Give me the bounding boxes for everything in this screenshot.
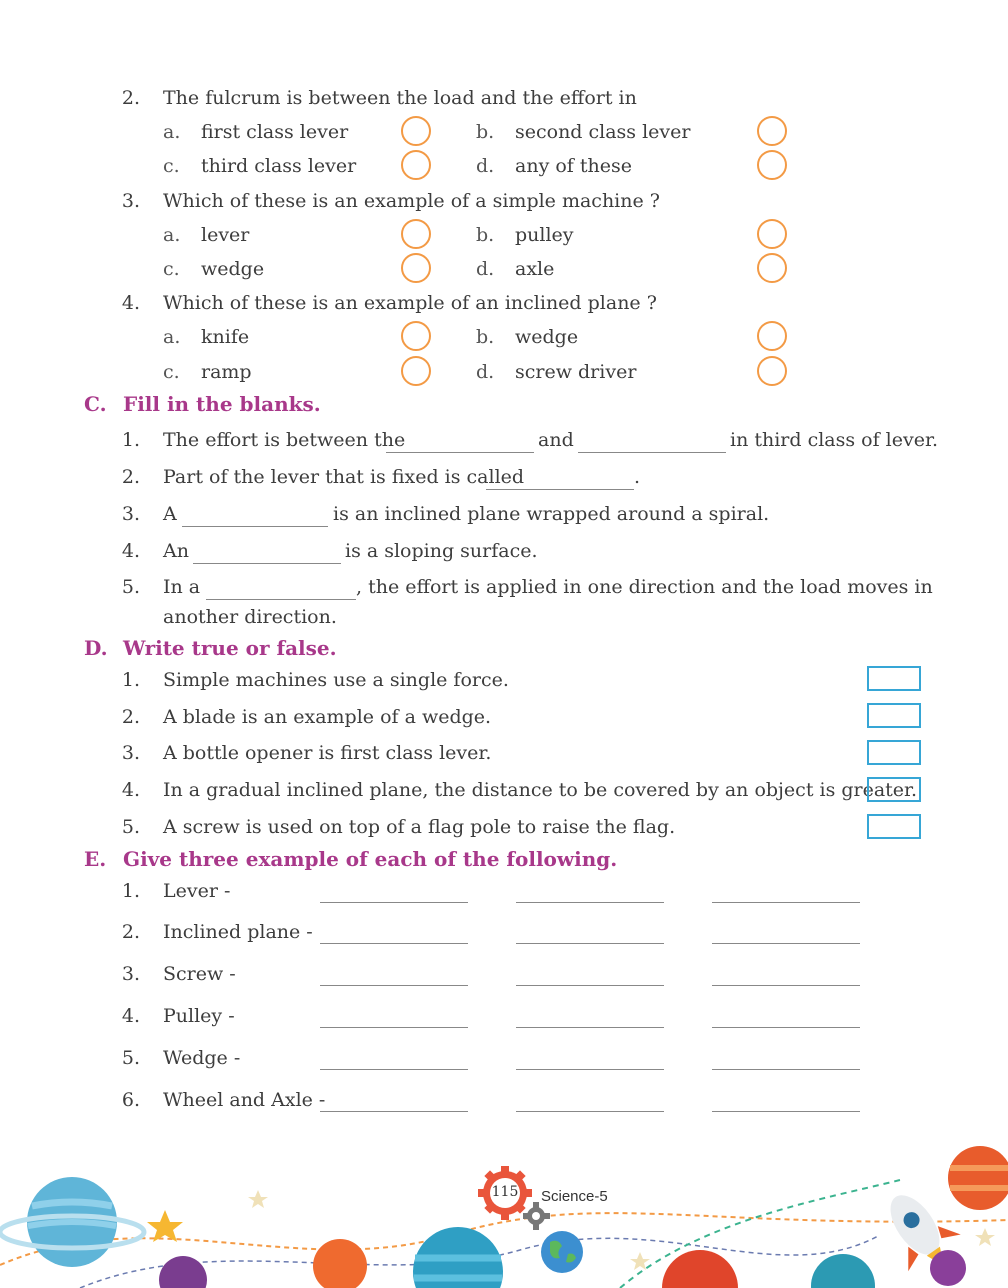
item-number: 3. xyxy=(121,742,140,764)
answer-box[interactable] xyxy=(867,703,921,728)
book-title: Science-5 xyxy=(541,1188,608,1205)
answer-circle[interactable] xyxy=(757,321,787,351)
item-label: Lever - xyxy=(163,880,231,902)
item-number: 2. xyxy=(121,921,140,943)
answer-circle[interactable] xyxy=(757,253,787,283)
option-letter: c. xyxy=(163,361,180,383)
item-number: 3. xyxy=(121,503,140,525)
item-number: 4. xyxy=(121,1005,140,1027)
question-number: 3. xyxy=(121,190,140,212)
option-text: lever xyxy=(201,224,250,246)
answer-circle[interactable] xyxy=(401,321,431,351)
example-blank[interactable] xyxy=(712,1111,860,1112)
item-number: 3. xyxy=(121,963,140,985)
option-letter: a. xyxy=(163,326,181,348)
statement-text: A blade is an example of a wedge. xyxy=(163,706,492,728)
example-blank[interactable] xyxy=(320,985,468,986)
section-letter: C. xyxy=(84,392,107,416)
section-title: Fill in the blanks. xyxy=(123,392,321,416)
blue-planet-icon xyxy=(413,1227,503,1288)
item-label: Wheel and Axle - xyxy=(163,1089,326,1111)
example-blank[interactable] xyxy=(712,1069,860,1070)
question-text: Which of these is an example of an inclined plane ? xyxy=(163,292,657,314)
example-blank[interactable] xyxy=(516,1069,664,1070)
blank-field[interactable] xyxy=(386,452,534,453)
answer-circle[interactable] xyxy=(757,219,787,249)
answer-circle[interactable] xyxy=(401,219,431,249)
orange-planet-icon xyxy=(313,1239,367,1288)
item-label: Wedge - xyxy=(163,1047,241,1069)
sentence-part: , the effort is applied in one direction and the load moves in xyxy=(356,576,933,598)
option-text: knife xyxy=(201,326,250,348)
option-text: axle xyxy=(515,258,555,280)
example-blank[interactable] xyxy=(320,1069,468,1070)
example-blank[interactable] xyxy=(712,1027,860,1028)
item-number: 4. xyxy=(121,779,140,801)
sentence-part: is an inclined plane wrapped around a spiral. xyxy=(333,503,770,525)
question-number: 2. xyxy=(121,87,140,109)
answer-circle[interactable] xyxy=(401,356,431,386)
star-icon xyxy=(975,1228,995,1246)
example-blank[interactable] xyxy=(712,902,860,903)
question-text: Which of these is an example of a simple machine ? xyxy=(163,190,660,212)
question-number: 4. xyxy=(121,292,140,314)
item-number: 5. xyxy=(121,576,140,598)
answer-circle[interactable] xyxy=(757,150,787,180)
sentence-part: A xyxy=(163,503,177,525)
option-letter: d. xyxy=(476,258,495,280)
sentence-part: The effort is between the xyxy=(163,429,406,451)
option-text: wedge xyxy=(515,326,579,348)
section-title: Write true or false. xyxy=(123,636,337,660)
sentence-part: and xyxy=(538,429,574,451)
item-number: 4. xyxy=(121,540,140,562)
teal-planet-icon xyxy=(811,1254,875,1288)
red-planet-icon xyxy=(662,1250,738,1288)
blank-field[interactable] xyxy=(486,489,634,490)
section-title: Give three example of each of the following. xyxy=(123,847,618,871)
item-number: 1. xyxy=(121,669,140,691)
item-label: Pulley - xyxy=(163,1005,235,1027)
answer-circle[interactable] xyxy=(401,150,431,180)
option-text: first class lever xyxy=(201,121,349,143)
option-text: screw driver xyxy=(515,361,637,383)
option-letter: c. xyxy=(163,258,180,280)
option-letter: d. xyxy=(476,155,495,177)
item-number: 6. xyxy=(121,1089,140,1111)
option-text: pulley xyxy=(515,224,574,246)
answer-box[interactable] xyxy=(867,740,921,765)
sentence-part: is a sloping surface. xyxy=(345,540,538,562)
option-letter: d. xyxy=(476,361,495,383)
example-blank[interactable] xyxy=(516,1027,664,1028)
sentence-part: . xyxy=(634,466,641,488)
answer-box[interactable] xyxy=(867,666,921,691)
answer-circle[interactable] xyxy=(401,116,431,146)
example-blank[interactable] xyxy=(516,902,664,903)
option-letter: b. xyxy=(476,121,495,143)
item-number: 5. xyxy=(121,1047,140,1069)
item-number: 2. xyxy=(121,466,140,488)
example-blank[interactable] xyxy=(516,985,664,986)
option-letter: a. xyxy=(163,121,181,143)
option-letter: c. xyxy=(163,155,180,177)
answer-box[interactable] xyxy=(867,814,921,839)
option-letter: b. xyxy=(476,224,495,246)
purple-planet-icon xyxy=(930,1250,966,1286)
example-blank[interactable] xyxy=(320,1027,468,1028)
earth-icon xyxy=(541,1231,583,1273)
example-blank[interactable] xyxy=(712,985,860,986)
item-number: 1. xyxy=(121,880,140,902)
star-icon xyxy=(147,1210,183,1242)
item-number: 1. xyxy=(121,429,140,451)
ringed-planet-icon xyxy=(0,1177,144,1267)
item-label: Screw - xyxy=(163,963,236,985)
purple-planet-icon xyxy=(159,1256,207,1288)
item-number: 5. xyxy=(121,816,140,838)
answer-circle[interactable] xyxy=(757,356,787,386)
blank-field[interactable] xyxy=(182,526,328,527)
section-letter: D. xyxy=(84,636,108,660)
answer-box[interactable] xyxy=(867,777,921,802)
option-text: third class lever xyxy=(201,155,357,177)
item-number: 2. xyxy=(121,706,140,728)
example-blank[interactable] xyxy=(516,943,664,944)
option-text: wedge xyxy=(201,258,265,280)
option-text: ramp xyxy=(201,361,252,383)
question-text: The fulcrum is between the load and the effort in xyxy=(163,87,637,109)
statement-text: A bottle opener is first class lever. xyxy=(163,742,492,764)
example-blank[interactable] xyxy=(712,943,860,944)
statement-text: A screw is used on top of a flag pole to raise the flag. xyxy=(163,816,676,838)
sentence-part: another direction. xyxy=(163,606,337,628)
blank-field[interactable] xyxy=(578,452,726,453)
section-letter: E. xyxy=(84,847,107,871)
answer-circle[interactable] xyxy=(401,253,431,283)
sentence-part: An xyxy=(163,540,189,562)
striped-planet-icon xyxy=(948,1146,1008,1210)
sentence-part: Part of the lever that is fixed is called xyxy=(163,466,525,488)
sentence-part: In a xyxy=(163,576,201,598)
statement-text: Simple machines use a single force. xyxy=(163,669,509,691)
option-letter: b. xyxy=(476,326,495,348)
example-blank[interactable] xyxy=(320,1111,468,1112)
sentence-part: in third class of lever. xyxy=(730,429,939,451)
blank-field[interactable] xyxy=(206,599,356,600)
option-text: any of these xyxy=(515,155,632,177)
statement-text: In a gradual inclined plane, the distance to be covered by an object is greater. xyxy=(163,779,918,801)
option-text: second class lever xyxy=(515,121,691,143)
page-number: 115 xyxy=(491,1184,519,1200)
star-icon xyxy=(248,1190,268,1208)
example-blank[interactable] xyxy=(516,1111,664,1112)
answer-circle[interactable] xyxy=(757,116,787,146)
blank-field[interactable] xyxy=(193,563,341,564)
example-blank[interactable] xyxy=(320,943,468,944)
example-blank[interactable] xyxy=(320,902,468,903)
item-label: Inclined plane - xyxy=(163,921,313,943)
option-letter: a. xyxy=(163,224,181,246)
